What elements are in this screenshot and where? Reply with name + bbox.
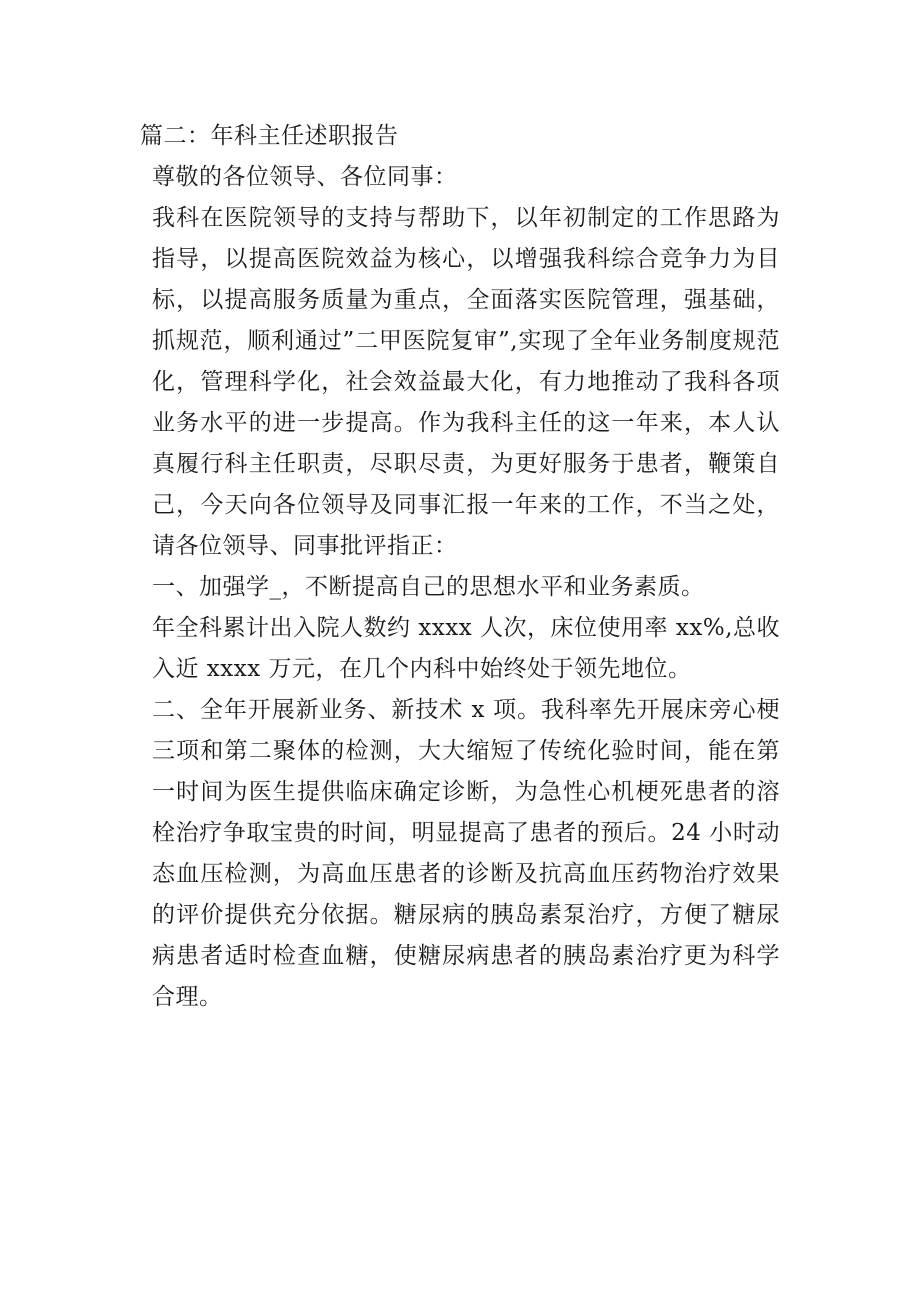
paragraph-intro: 我科在医院领导的支持与帮助下，以年初制定的工作思路为指导，以提高医院效益为核心，以增强我科综合竞争力为目标，以提高服务质量为重点，全面落实医院管理，强基础，抓规范，顺利通过”二甲医院复审”,实现了全年业务制度规范化，管理科学化，社会效益最大化，有力地推动了我科各项业务水平的进一步提高。作为我科主任的这一年来，本人认真履行科主任职责，尽职尽责，为更好服务于患者，鞭策自己，今天向各位领导及同事汇报一年来的工作，不当之处，请各位领导、同事批评指正： <box>152 205 780 559</box>
document-body <box>140 116 780 1018</box>
greeting: 尊敬的各位领导、各位同事： <box>152 164 458 190</box>
paragraph-section-one: 一、加强学_，不断提高自己的思想水平和业务素质。 <box>152 574 705 600</box>
paragraph-section-two: 二、全年开展新业务、新技术 x 项。我科率先开展床旁心梗三项和第二聚体的检测，大大缩短了传统化验时间，能在第一时间为医生提供临床确定诊断，为急性心机梗死患者的溶栓治疗争取宝贵的时间，明显提高了患者的预后。24 小时动态血压检测，为高血压患者的诊断及抗高血压药物治疗效果的评价提供充分依据。糖尿病的胰岛素泵治疗，方便了糖尿病患者适时检查血糖，使糖尿病患者的胰岛素治疗更为科学合理。 <box>152 697 780 1010</box>
paragraph-statistics: 年全科累计出入院人数约 xxxx 人次，床位使用率 xx%,总收入近 xxxx 万元，在几个内科中始终处于领先地位。 <box>152 615 780 682</box>
document-title: 篇二：年科主任述职报告 <box>140 123 399 149</box>
